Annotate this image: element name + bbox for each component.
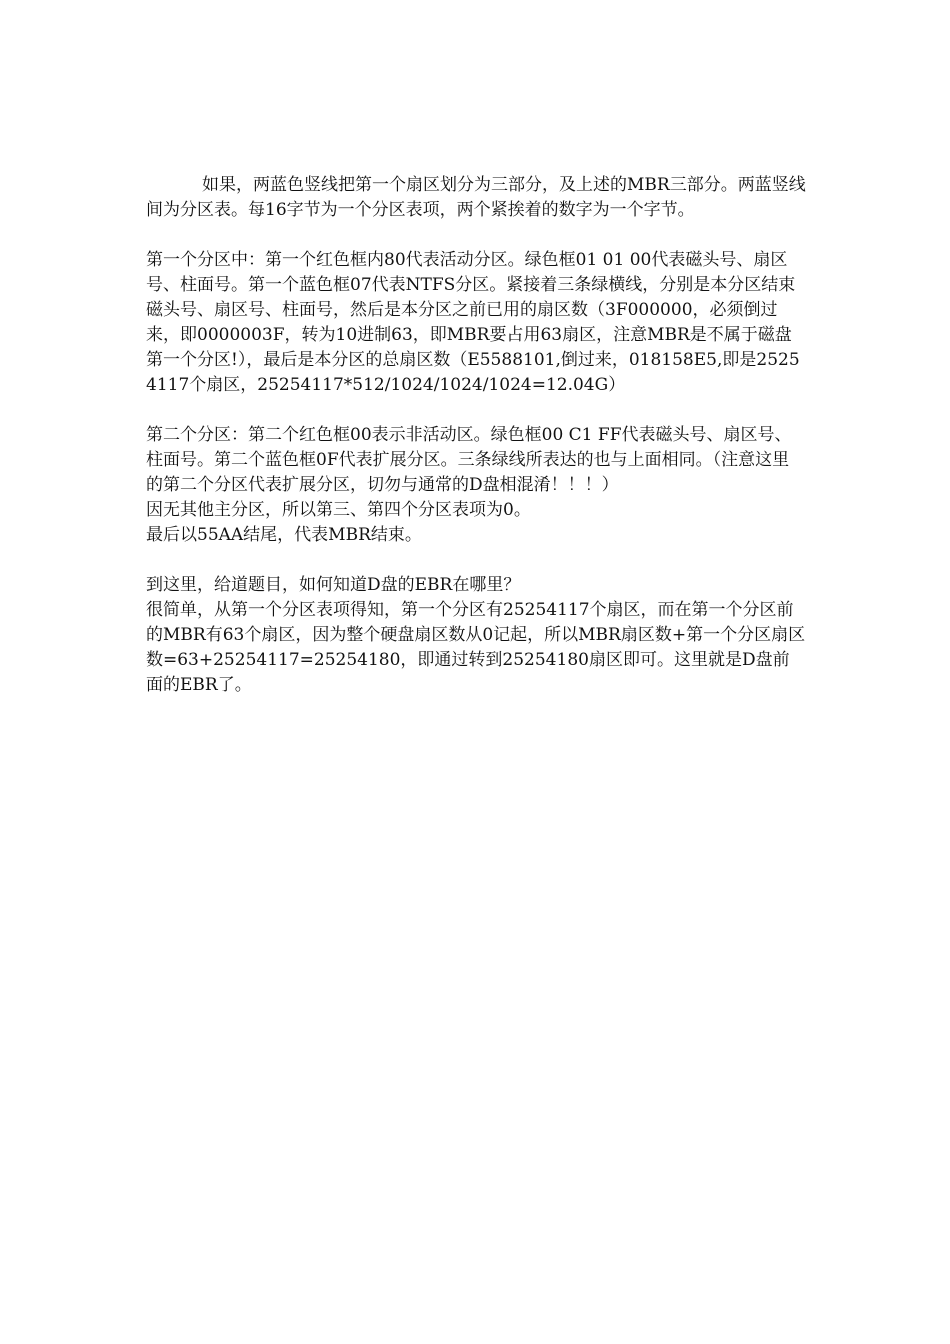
paragraph-other-partitions: 因无其他主分区，所以第三、第四个分区表项为0。 [146, 500, 531, 520]
paragraph-question: 到这里，给道题目，如何知道D盘的EBR在哪里？ [146, 575, 521, 595]
paragraph-answer: 很简单，从第一个分区表项得知，第一个分区有25254117个扇区，而在第一个分区前的MBR有63个扇区，因为整个硬盘扇区数从0记起，所以MBR扇区数+第一个分区扇区数=63+25254117=25254180，即通过转到25254180扇区即可。这里就是D盘前面的EBR了。 [146, 600, 806, 695]
document-body [146, 173, 806, 698]
paragraph-spacer [146, 548, 806, 573]
paragraph-spacer [146, 223, 806, 248]
paragraph-mbr-end: 最后以55AA结尾，代表MBR结束。 [146, 525, 422, 545]
paragraph-spacer [146, 398, 806, 423]
paragraph-mbr-overview: 如果，两蓝色竖线把第一个扇区划分为三部分，及上述的MBR三部分。两蓝竖线间为分区表。每16字节为一个分区表项，两个紧挨着的数字为一个字节。 [146, 175, 806, 220]
paragraph-first-partition: 第一个分区中：第一个红色框内80代表活动分区。绿色框01 01 00代表磁头号、扇区号、柱面号。第一个蓝色框07代表NTFS分区。紧接着三条绿横线，分别是本分区结束磁头号、扇区号、柱面号，然后是本分区之前已用的扇区数（3F000000，必须倒过来，即0000003F，转为10进制63，即MBR要占用63扇区，注意MBR是不属于磁盘第一个分区!），最后是本分区的总扇区数（E5588101,倒过来，018158E5,即是25254117个扇区，25254117*512/1024/1024/1024=12.04G） [146, 250, 800, 395]
paragraph-second-partition: 第二个分区：第二个红色框00表示非活动区。绿色框00 C1 FF代表磁头号、扇区号、柱面号。第二个蓝色框0F代表扩展分区。三条绿线所表达的也与上面相同。（注意这里的第二个分区代表扩展分区，切勿与通常的D盘相混淆！！！） [146, 425, 792, 495]
